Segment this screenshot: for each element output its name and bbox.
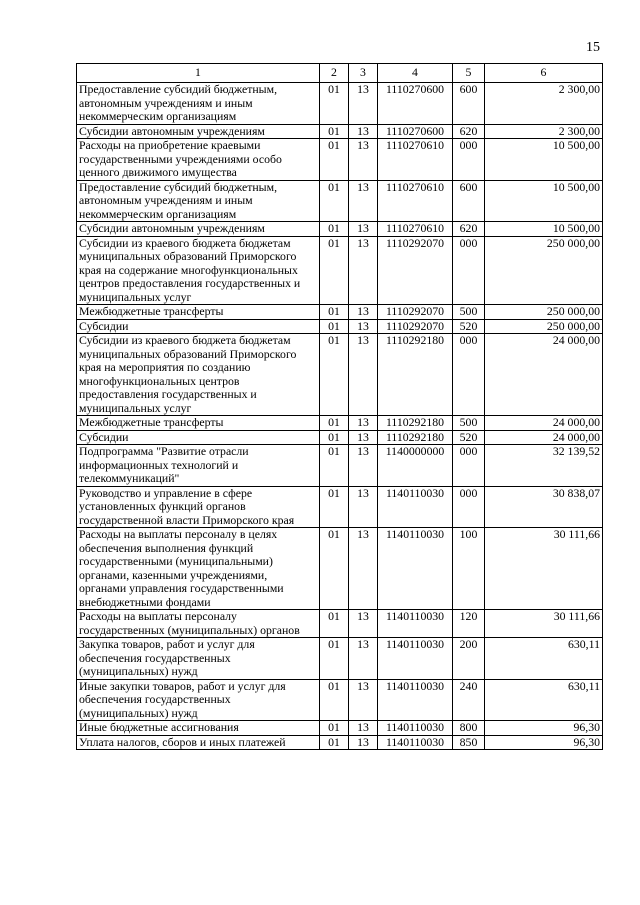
- row-name-cell: Межбюджетные трансферты: [77, 416, 320, 431]
- table-row: [77, 430, 603, 445]
- row-target-article-cell: 1110270610: [378, 222, 453, 237]
- row-expense-type-cell: 620: [453, 124, 485, 139]
- row-expense-type-cell: 000: [453, 139, 485, 181]
- table-row: [77, 721, 603, 736]
- row-expense-type-cell: 000: [453, 486, 485, 528]
- row-target-article-cell: 1110292070: [378, 305, 453, 320]
- row-target-article-cell: 1140000000: [378, 445, 453, 487]
- row-section-cell: 01: [320, 445, 349, 487]
- row-name-cell: Уплата налогов, сборов и иных платежей: [77, 735, 320, 750]
- table-row: [77, 334, 603, 416]
- row-expense-type-cell: 850: [453, 735, 485, 750]
- row-expense-type-cell: 000: [453, 236, 485, 305]
- row-subsection-cell: 13: [349, 528, 378, 610]
- row-subsection-cell: 13: [349, 124, 378, 139]
- header-cell: 2: [320, 64, 349, 83]
- row-target-article-cell: 1110270600: [378, 83, 453, 125]
- row-name-cell: Субсидии автономным учреждениям: [77, 124, 320, 139]
- row-name-cell: Субсидии из краевого бюджета бюджетам муниципальных образований Приморского края на мероприятия по созданию многофункциональных центров предоставления государственных и муниципальных услуг: [77, 334, 320, 416]
- row-subsection-cell: 13: [349, 486, 378, 528]
- row-subsection-cell: 13: [349, 610, 378, 638]
- row-subsection-cell: 13: [349, 305, 378, 320]
- row-subsection-cell: 13: [349, 638, 378, 680]
- table-row: [77, 236, 603, 305]
- table-header-row: [77, 64, 603, 83]
- row-amount-cell: 630,11: [485, 679, 603, 721]
- row-target-article-cell: 1110292180: [378, 334, 453, 416]
- table-row: [77, 528, 603, 610]
- header-cell: 5: [453, 64, 485, 83]
- table-row: [77, 124, 603, 139]
- row-expense-type-cell: 800: [453, 721, 485, 736]
- row-target-article-cell: 1110292180: [378, 416, 453, 431]
- row-subsection-cell: 13: [349, 430, 378, 445]
- row-section-cell: 01: [320, 528, 349, 610]
- row-section-cell: 01: [320, 638, 349, 680]
- row-expense-type-cell: 600: [453, 180, 485, 222]
- row-section-cell: 01: [320, 334, 349, 416]
- row-section-cell: 01: [320, 305, 349, 320]
- table-row: [77, 319, 603, 334]
- row-name-cell: Расходы на выплаты персоналу в целях обеспечения выполнения функций государственными (муниципальными) органами, казенными учреждениями, органами управления государственными внебюджетными фондами: [77, 528, 320, 610]
- table-row: [77, 610, 603, 638]
- row-name-cell: Расходы на выплаты персоналу государственных (муниципальных) органов: [77, 610, 320, 638]
- row-target-article-cell: 1140110030: [378, 486, 453, 528]
- row-subsection-cell: 13: [349, 445, 378, 487]
- row-subsection-cell: 13: [349, 679, 378, 721]
- row-expense-type-cell: 500: [453, 305, 485, 320]
- row-expense-type-cell: 620: [453, 222, 485, 237]
- row-amount-cell: 250 000,00: [485, 305, 603, 320]
- row-section-cell: 01: [320, 222, 349, 237]
- row-expense-type-cell: 240: [453, 679, 485, 721]
- table-row: [77, 222, 603, 237]
- row-name-cell: Субсидии автономным учреждениям: [77, 222, 320, 237]
- row-amount-cell: 10 500,00: [485, 139, 603, 181]
- row-subsection-cell: 13: [349, 180, 378, 222]
- header-cell: 3: [349, 64, 378, 83]
- row-name-cell: Иные бюджетные ассигнования: [77, 721, 320, 736]
- row-section-cell: 01: [320, 735, 349, 750]
- row-name-cell: Предоставление субсидий бюджетным, автономным учреждениям и иным некоммерческим организациям: [77, 180, 320, 222]
- row-amount-cell: 250 000,00: [485, 319, 603, 334]
- table-row: [77, 305, 603, 320]
- row-expense-type-cell: 120: [453, 610, 485, 638]
- row-amount-cell: 30 111,66: [485, 528, 603, 610]
- row-target-article-cell: 1140110030: [378, 528, 453, 610]
- table-row: [77, 445, 603, 487]
- row-section-cell: 01: [320, 679, 349, 721]
- row-amount-cell: 96,30: [485, 721, 603, 736]
- row-target-article-cell: 1110292180: [378, 430, 453, 445]
- row-expense-type-cell: 520: [453, 319, 485, 334]
- row-amount-cell: 30 838,07: [485, 486, 603, 528]
- row-target-article-cell: 1110270610: [378, 139, 453, 181]
- row-amount-cell: 630,11: [485, 638, 603, 680]
- header-cell: 6: [485, 64, 603, 83]
- row-name-cell: Расходы на приобретение краевыми государственными учреждениями особо ценного движимого имущества: [77, 139, 320, 181]
- row-section-cell: 01: [320, 124, 349, 139]
- row-subsection-cell: 13: [349, 735, 378, 750]
- row-amount-cell: 10 500,00: [485, 180, 603, 222]
- row-section-cell: 01: [320, 83, 349, 125]
- row-name-cell: Иные закупки товаров, работ и услуг для обеспечения государственных (муниципальных) нужд: [77, 679, 320, 721]
- budget-table: [76, 63, 603, 750]
- row-subsection-cell: 13: [349, 83, 378, 125]
- row-amount-cell: 10 500,00: [485, 222, 603, 237]
- row-expense-type-cell: 200: [453, 638, 485, 680]
- row-subsection-cell: 13: [349, 416, 378, 431]
- row-expense-type-cell: 000: [453, 334, 485, 416]
- row-amount-cell: 24 000,00: [485, 416, 603, 431]
- row-subsection-cell: 13: [349, 222, 378, 237]
- row-subsection-cell: 13: [349, 721, 378, 736]
- row-section-cell: 01: [320, 430, 349, 445]
- row-name-cell: Межбюджетные трансферты: [77, 305, 320, 320]
- table-body: [77, 83, 603, 750]
- table-row: [77, 486, 603, 528]
- page-number: 15: [586, 40, 600, 55]
- row-amount-cell: 32 139,52: [485, 445, 603, 487]
- row-section-cell: 01: [320, 180, 349, 222]
- row-name-cell: Закупка товаров, работ и услуг для обеспечения государственных (муниципальных) нужд: [77, 638, 320, 680]
- row-subsection-cell: 13: [349, 334, 378, 416]
- row-section-cell: 01: [320, 139, 349, 181]
- row-target-article-cell: 1110270600: [378, 124, 453, 139]
- table-row: [77, 180, 603, 222]
- row-amount-cell: 30 111,66: [485, 610, 603, 638]
- table-row: [77, 735, 603, 750]
- row-expense-type-cell: 600: [453, 83, 485, 125]
- row-section-cell: 01: [320, 486, 349, 528]
- row-name-cell: Субсидии: [77, 319, 320, 334]
- row-target-article-cell: 1110292070: [378, 236, 453, 305]
- row-expense-type-cell: 000: [453, 445, 485, 487]
- row-target-article-cell: 1140110030: [378, 679, 453, 721]
- row-section-cell: 01: [320, 319, 349, 334]
- header-cell: 4: [378, 64, 453, 83]
- row-section-cell: 01: [320, 416, 349, 431]
- row-amount-cell: 2 300,00: [485, 83, 603, 125]
- row-name-cell: Предоставление субсидий бюджетным, автономным учреждениям и иным некоммерческим организациям: [77, 83, 320, 125]
- row-target-article-cell: 1110270610: [378, 180, 453, 222]
- row-target-article-cell: 1140110030: [378, 638, 453, 680]
- row-section-cell: 01: [320, 721, 349, 736]
- row-subsection-cell: 13: [349, 319, 378, 334]
- row-name-cell: Подпрограмма "Развитие отрасли информационных технологий и телекоммуникаций": [77, 445, 320, 487]
- table-row: [77, 139, 603, 181]
- row-name-cell: Субсидии из краевого бюджета бюджетам муниципальных образований Приморского края на содержание многофункциональных центров предоставления государственных и муниципальных услуг: [77, 236, 320, 305]
- table-row: [77, 83, 603, 125]
- row-expense-type-cell: 520: [453, 430, 485, 445]
- row-subsection-cell: 13: [349, 139, 378, 181]
- row-section-cell: 01: [320, 610, 349, 638]
- row-target-article-cell: 1110292070: [378, 319, 453, 334]
- row-target-article-cell: 1140110030: [378, 610, 453, 638]
- row-expense-type-cell: 500: [453, 416, 485, 431]
- table-row: [77, 638, 603, 680]
- table-row: [77, 416, 603, 431]
- table-row: [77, 679, 603, 721]
- row-target-article-cell: 1140110030: [378, 735, 453, 750]
- row-amount-cell: 96,30: [485, 735, 603, 750]
- row-name-cell: Субсидии: [77, 430, 320, 445]
- row-target-article-cell: 1140110030: [378, 721, 453, 736]
- header-cell: 1: [77, 64, 320, 83]
- row-expense-type-cell: 100: [453, 528, 485, 610]
- row-section-cell: 01: [320, 236, 349, 305]
- row-amount-cell: 2 300,00: [485, 124, 603, 139]
- row-subsection-cell: 13: [349, 236, 378, 305]
- row-name-cell: Руководство и управление в сфере установленных функций органов государственной власти Приморского края: [77, 486, 320, 528]
- row-amount-cell: 24 000,00: [485, 334, 603, 416]
- row-amount-cell: 24 000,00: [485, 430, 603, 445]
- row-amount-cell: 250 000,00: [485, 236, 603, 305]
